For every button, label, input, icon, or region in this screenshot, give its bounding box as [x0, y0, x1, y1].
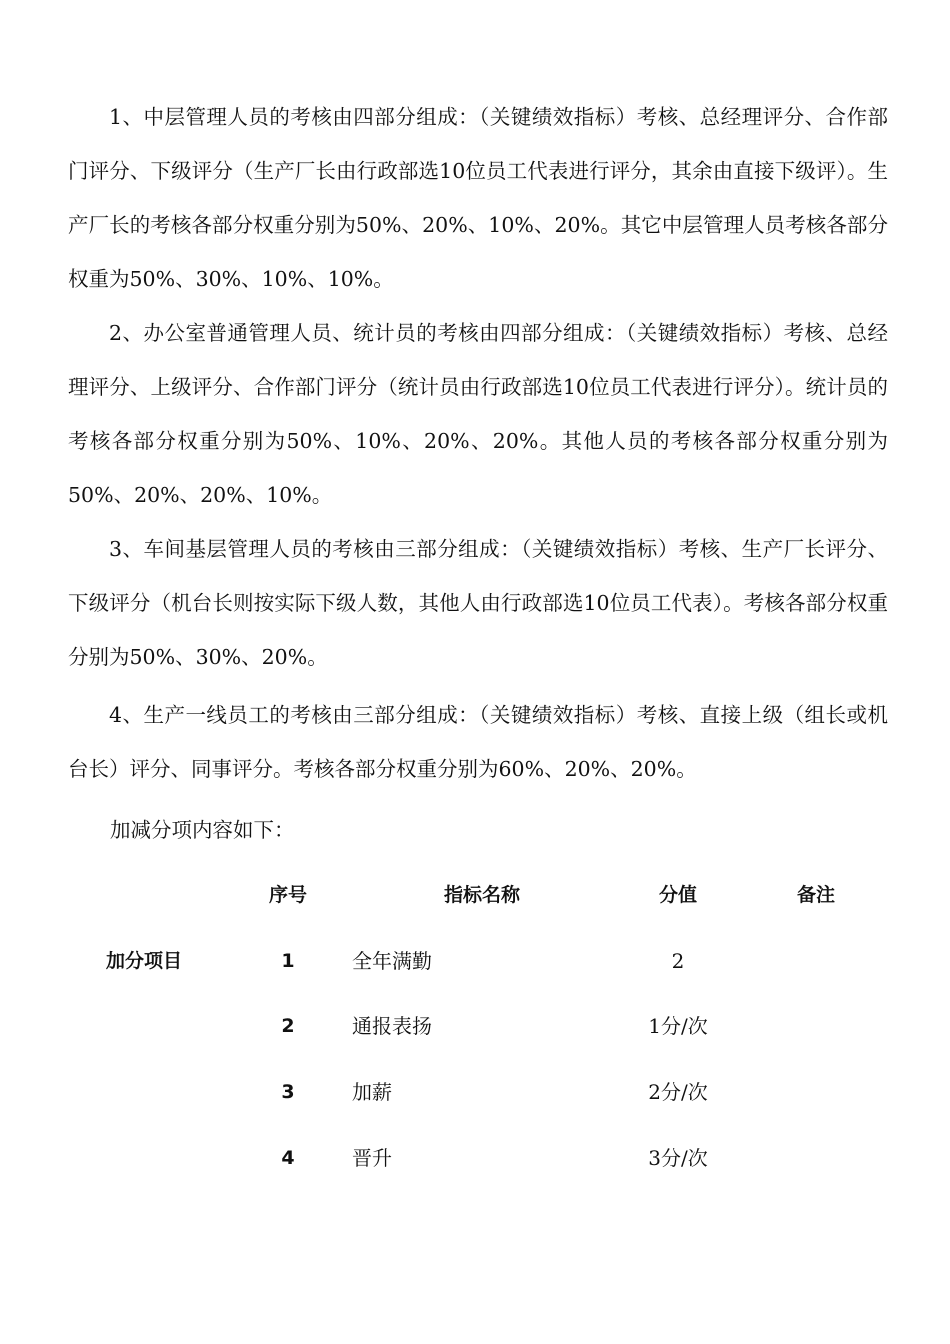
table-row-name: 晋升	[352, 1146, 392, 1170]
paragraph-middle-management: 1、中层管理人员的考核由四部分组成：（关键绩效指标）考核、总经理评分、合作部门评分、下级评分（生产厂长由行政部选10位员工代表进行评分，其余由直接下级评）。生产厂长的考核各部分权重分别为50%、20%、10%、20%。其它中层管理人员考核各部分权重为50%、30%、10%、10%。	[68, 105, 888, 291]
bonus-intro-text: 加减分项内容如下：	[110, 818, 295, 842]
table-row-score: 2	[671, 949, 685, 973]
table-row-score: 3分/次	[648, 1146, 708, 1170]
paragraph-workshop-management: 3、车间基层管理人员的考核由三部分组成：（关键绩效指标）考核、生产厂长评分、下级评分（机台长则按实际下级人数，其他人由行政部选10位员工代表）。考核各部分权重分别为50%、30%、20%。	[68, 537, 888, 669]
table-row-seq: 3	[281, 1081, 295, 1103]
table-row-name: 通报表扬	[352, 1014, 432, 1038]
table-row-seq: 4	[281, 1147, 295, 1169]
table-row-seq: 1	[281, 950, 295, 972]
paragraph-office-staff: 2、办公室普通管理人员、统计员的考核由四部分组成：（关键绩效指标）考核、总经理评分、上级评分、合作部门评分（统计员由行政部选10位员工代表进行评分）。统计员的考核各部分权重分别为50%、10%、20%、20%。其他人员的考核各部分权重分别为50%、20%、20%、10%。	[68, 321, 888, 507]
group-label-bonus: 加分项目	[106, 950, 183, 972]
header-seq: 序号	[268, 884, 307, 906]
header-note: 备注	[796, 884, 835, 906]
table-row-seq: 2	[281, 1015, 295, 1037]
table-row-score: 2分/次	[648, 1080, 708, 1104]
paragraph-frontline-staff: 4、生产一线员工的考核由三部分组成：（关键绩效指标）考核、直接上级（组长或机台长）评分、同事评分。考核各部分权重分别为60%、20%、20%。	[68, 703, 888, 781]
table-row-name: 加薪	[352, 1080, 392, 1104]
header-score: 分值	[658, 884, 697, 906]
table-row-score: 1分/次	[648, 1014, 708, 1038]
header-indicator-name: 指标名称	[443, 884, 520, 906]
table-row-name: 全年满勤	[352, 949, 432, 973]
